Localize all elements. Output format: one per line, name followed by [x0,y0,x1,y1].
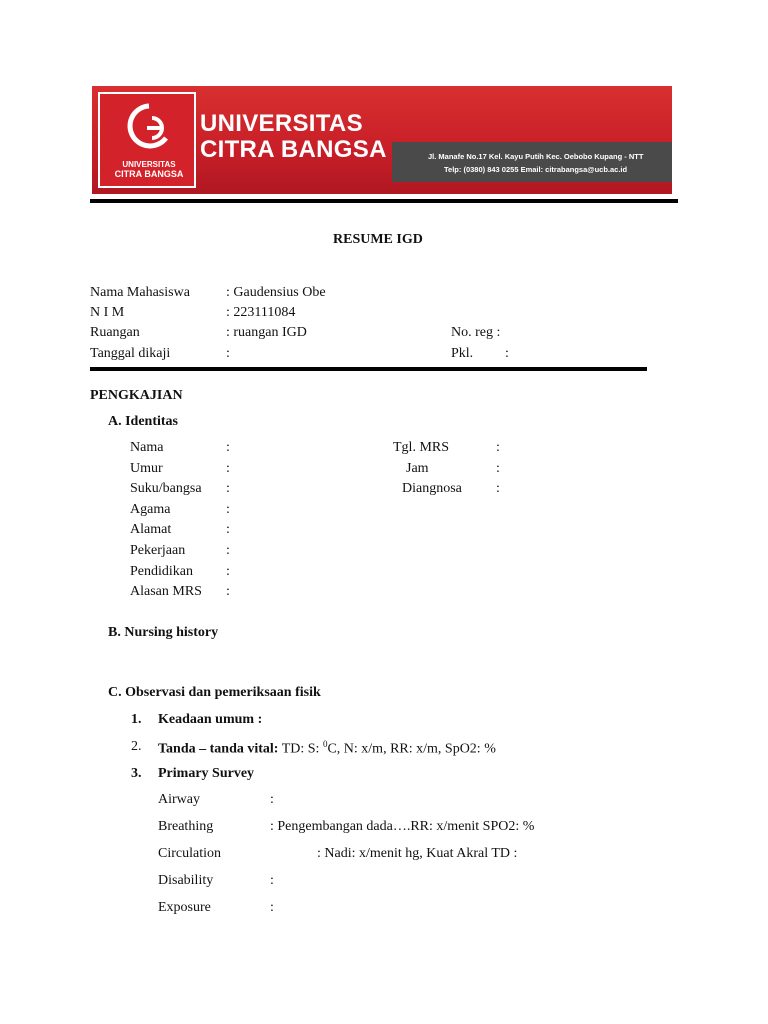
contact-text: Telp: (0380) 843 0255 Email: citrabangsa@ucb.ac.id [444,165,628,174]
survey-breathing-label: Breathing [158,819,214,834]
item2-value-post: C, N: x/m, RR: x/m, SpO2: % [327,741,496,757]
identitas-field-colon: : [226,563,230,579]
student-name-label: Nama Mahasiswa [90,285,190,300]
identitas-field-colon: : [226,460,230,476]
header-divider [90,199,678,203]
survey-disability-label: Disability [158,873,214,888]
item2-line [158,739,496,758]
pkl-label: Pkl. [451,346,474,361]
reg-label: No. reg : [451,325,501,340]
identitas-field-label: Nama [130,440,164,455]
identitas-right-field-colon: : [496,460,500,476]
identitas-right-field-label: Diangnosa [402,481,462,497]
survey-circulation-label: Circulation [158,846,221,861]
page-title: RESUME IGD [333,232,423,247]
item1-number: 1. [131,712,142,727]
student-name-value: : Gaudensius Obe [226,285,326,300]
brand-line1: UNIVERSITAS [200,110,363,137]
survey-breathing-value: : Pengembangan dada….RR: x/menit SPO2: % [270,819,535,834]
room-value: : ruangan IGD [226,325,307,340]
survey-disability-value: : [270,873,274,888]
identitas-field-colon: : [226,440,230,455]
nursing-history-heading: B. Nursing history [108,625,219,640]
survey-exposure-value: : [270,900,274,915]
identitas-field-colon: : [226,543,230,558]
item2-number: 2. [131,739,142,754]
identitas-right-field-colon: : [496,481,500,497]
identitas-heading: A. Identitas [108,414,179,429]
identitas-field-label: Pendidikan [130,563,193,579]
address-text: Jl. Manafe No.17 Kel. Kayu Putih Kec. Oebobo Kupang - NTT [428,152,644,161]
logo-text-line2: CITRA BANGSA [114,169,184,179]
identitas-field-colon: : [226,584,230,600]
address-band [392,142,672,182]
cb-emblem-icon [100,98,198,158]
survey-exposure-label: Exposure [158,900,211,915]
identitas-field-label: Umur [130,460,163,476]
identitas-right-field-label: Tgl. MRS [393,440,450,455]
identitas-field-colon: : [226,501,230,517]
item2-label: Tanda – tanda vital: [158,741,279,757]
identitas-field-colon: : [226,481,230,497]
identitas-field-colon: : [226,522,230,538]
date-value: : [226,346,230,361]
observasi-heading: C. Observasi dan pemeriksaan fisik [108,685,321,700]
item1-label: Keadaan umum : [158,712,263,727]
identitas-right-field-colon: : [496,440,500,455]
survey-airway-value: : [270,792,274,807]
university-banner [92,86,672,194]
brand-line2: CITRA BANGSA [200,136,387,163]
pkl-colon: : [505,346,509,361]
logo-text-line1: UNIVERSITAS [122,160,176,169]
identitas-right-field-label: Jam [406,460,429,476]
identitas-field-label: Pekerjaan [130,543,186,558]
identitas-field-label: Agama [130,501,171,517]
item2-value-pre: TD: S: [278,741,323,757]
survey-circulation-value: : Nadi: x/menit hg, Kuat Akral TD : [317,846,518,861]
info-divider [90,367,647,371]
identitas-field-label: Suku/bangsa [130,481,202,497]
nim-value: : 223111084 [226,305,296,320]
university-logo [98,92,196,188]
item3-label: Primary Survey [158,766,255,781]
date-label: Tanggal dikaji [90,346,171,361]
room-label: Ruangan [90,325,140,340]
item3-number: 3. [131,766,142,781]
section-title: PENGKAJIAN [90,388,183,403]
identitas-field-label: Alasan MRS [130,584,202,600]
survey-airway-label: Airway [158,792,200,807]
item2-degree: 0 [322,739,328,749]
identitas-field-label: Alamat [130,522,172,538]
nim-label: N I M [90,305,125,320]
